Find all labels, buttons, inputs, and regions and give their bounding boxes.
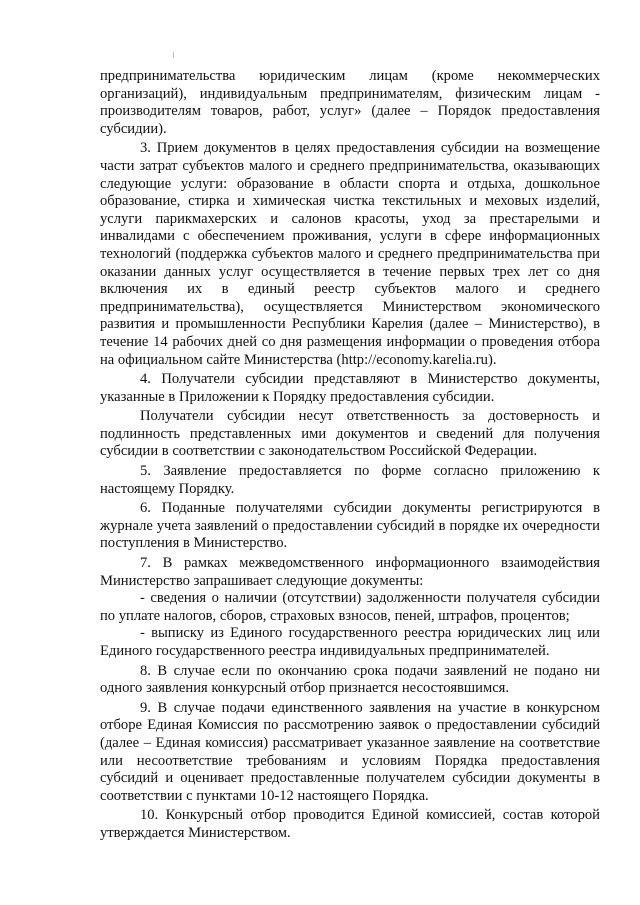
paragraph-9: 9. В случае подачи единственного заявления на участие в конкурсном отборе Единая Комиссия по рассмотрению заявок о предоставлении субсидий (далее – Единая комиссия) рассматривает указанное заявление на соответствие или несоответствие требованиям и условиям Порядка предоставления субсидий и оценивает предоставленные получателем субсидии документы в соответствии с пунктами 10-12 настоящего Порядка. [100, 699, 600, 804]
scan-mark [173, 52, 174, 58]
paragraph-6: 6. Поданные получателями субсидии документы регистрируются в журнале учета заявлений о предоставлении субсидий в порядке их очередности поступления в Министерство. [100, 500, 600, 552]
paragraph-continuation: предпринимательства юридическим лицам (кроме некоммерческих организаций), индивидуальным предпринимателям, физическим лицам - производителям товаров, работ, услуг» (далее – Порядок предоставления субсидии). [100, 68, 600, 137]
paragraph-10: 10. Конкурсный отбор проводится Единой комиссией, состав которой утверждается Министерством. [100, 807, 600, 841]
paragraph-4-responsibility: Получатели субсидии несут ответственность за достоверность и подлинность представленных ими документов и сведений для получения субсидии в соответствии с законодательством Российской Федерации. [100, 408, 600, 460]
paragraph-7-item-taxes: - сведения о наличии (отсутствии) задолженности получателя субсидии по уплате налогов, сборов, страховых взносов, пеней, штрафов, процентов; [100, 590, 600, 624]
paragraph-5: 5. Заявление предоставляется по форме согласно приложению к настоящему Порядку. [100, 463, 600, 497]
paragraph-4: 4. Получатели субсидии представляют в Министерство документы, указанные в Приложении к Порядку предоставления субсидии. [100, 371, 600, 405]
paragraph-8: 8. В случае если по окончанию срока подачи заявлений не подано ни одного заявления конкурсный отбор признается несостоявшимся. [100, 662, 600, 697]
paragraph-7-item-registry: - выписку из Единого государственного реестра юридических лиц или Единого государственного реестра индивидуальных предпринимателей. [100, 625, 600, 659]
document-page [100, 68, 600, 843]
paragraph-7: 7. В рамках межведомственного информационного взаимодействия Министерство запрашивает следующие документы: [100, 555, 600, 589]
paragraph-3: 3. Прием документов в целях предоставления субсидии на возмещение части затрат субъектов малого и среднего предпринимательства, оказывающих следующие услуги: образование в области спорта и отдыха, дошкольное образование, стирка и химическая чистка текстильных и меховых изделий, услуги парикмахерских и салонов красоты, уход за престарелыми и инвалидами с обеспечением проживания, услуги в сфере информационных технологий (поддержка субъектов малого и среднего предпринимательства при оказании данных услуг осуществляется в течение первых трех лет со дня включения их в единый реестр субъектов малого и среднего предпринимательства), осуществляется Министерством экономического развития и промышленности Республики Карелия (далее – Министерство), в течение 14 рабочих дней со дня размещения информации о проведения отбора на официальном сайте Министерства (http://economy.karelia.ru). [100, 140, 600, 368]
